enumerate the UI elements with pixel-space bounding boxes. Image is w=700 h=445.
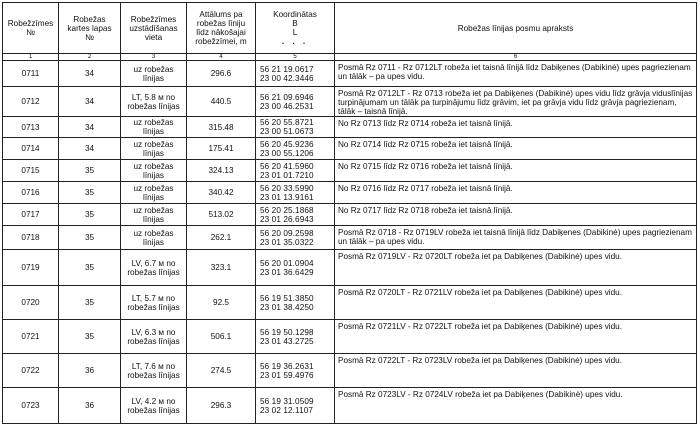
header-coordinates-title: Koordinātas <box>273 10 317 19</box>
coordinate-l: 23 01 13.9161 <box>260 192 314 202</box>
header-install-place: Robežzīmes uzstādīšanas vieta <box>121 3 187 54</box>
description-cell: No Rz 0717 līdz Rz 0718 robeža iet taisnā līnijā. <box>335 204 697 226</box>
install-place-cell: LT, 7.6 м no robežas līnijas <box>121 354 187 388</box>
coordinates-cell <box>256 117 335 138</box>
description-cell: Posmā Rz 0712LT - Rz 0713 robeža iet pa Dabiķenes (Dabikinė) upes vidu līdz grāvja viduslīnijas turpinājumam un tālāk pa turpinājumu līdz grāvim, iet pa grāvja vidu līdz grāvja pagriezienam, tālāk – taisnā līnijā. <box>335 87 697 117</box>
coordinate-l: 23 01 38.4250 <box>260 302 314 312</box>
sheet-cell: 35 <box>59 182 121 204</box>
header-coordinates-dots: . . . <box>281 37 309 46</box>
coordinate-l: 23 00 42.3446 <box>260 73 314 83</box>
marker-id-cell: 0723 <box>3 388 59 424</box>
marker-id-cell: 0716 <box>3 182 59 204</box>
description-cell: Posmā Rz 0718 - Rz 0719LV robeža iet taisnā līnijā līdz Dabiķenes (Dabikinė) upes pagriezienam un tālāk – pa upes vidu. <box>335 226 697 250</box>
column-number: 5 <box>256 54 335 61</box>
install-place-cell: uz robežas līnijas <box>121 226 187 250</box>
marker-id-cell: 0721 <box>3 320 59 354</box>
table-row <box>3 250 697 286</box>
sheet-cell: 34 <box>59 138 121 160</box>
coordinate-b: 56 20 41.5960 <box>260 161 314 171</box>
header-row <box>3 3 697 54</box>
coordinates-cell <box>256 286 335 320</box>
description-cell: Posmā Rz 0719LV - Rz 0720LT robeža iet pa Dabiķenes (Dabikinė) upes vidu. <box>335 250 697 286</box>
coordinates-cell <box>256 320 335 354</box>
distance-cell: 175.41 <box>187 138 256 160</box>
coordinate-b: 56 20 33.5990 <box>260 183 314 193</box>
install-place-cell: LT, 5.7 м no robežas līnijas <box>121 286 187 320</box>
header-description: Robežas līnijas posmu apraksts <box>335 3 697 54</box>
distance-cell: 506.1 <box>187 320 256 354</box>
coordinate-b: 56 21 09.6946 <box>260 92 314 102</box>
distance-cell: 323.1 <box>187 250 256 286</box>
distance-cell: 274.5 <box>187 354 256 388</box>
install-place-cell: uz robežas līnijas <box>121 204 187 226</box>
marker-id-cell: 0718 <box>3 226 59 250</box>
table-row <box>3 138 697 160</box>
distance-cell: 340.42 <box>187 182 256 204</box>
table-row <box>3 286 697 320</box>
coordinate-l: 23 01 59.4976 <box>260 370 314 380</box>
install-place-cell: LV, 6.3 м no robežas līnijas <box>121 320 187 354</box>
install-place-cell: uz robežas līnijas <box>121 182 187 204</box>
header-sheet-no: Robežas kartes lapas № <box>59 3 121 54</box>
sheet-cell: 35 <box>59 160 121 182</box>
distance-cell: 92.5 <box>187 286 256 320</box>
coordinates-cell <box>256 226 335 250</box>
column-number: 6 <box>335 54 697 61</box>
coordinate-l: 23 01 35.0322 <box>260 237 314 247</box>
distance-cell: 440.5 <box>187 87 256 117</box>
table-row <box>3 61 697 87</box>
table-row <box>3 160 697 182</box>
sheet-cell: 36 <box>59 354 121 388</box>
sheet-cell: 34 <box>59 117 121 138</box>
coordinate-l: 23 01 43.2725 <box>260 336 314 346</box>
install-place-cell: uz robežas līnijas <box>121 160 187 182</box>
column-number: 1 <box>3 54 59 61</box>
install-place-cell: LV, 6.7 м no robežas līnijas <box>121 250 187 286</box>
table-row <box>3 204 697 226</box>
table-row <box>3 117 697 138</box>
sheet-cell: 35 <box>59 286 121 320</box>
sheet-cell: 35 <box>59 320 121 354</box>
install-place-cell: uz robežas līnijas <box>121 117 187 138</box>
marker-id-cell: 0713 <box>3 117 59 138</box>
boundary-table <box>2 2 697 424</box>
sheet-cell: 36 <box>59 388 121 424</box>
marker-id-cell: 0711 <box>3 61 59 87</box>
column-number: 2 <box>59 54 121 61</box>
sheet-cell: 34 <box>59 61 121 87</box>
coordinates-cell <box>256 87 335 117</box>
column-number: 3 <box>121 54 187 61</box>
install-place-cell: uz robežas līnijas <box>121 61 187 87</box>
sheet-cell: 35 <box>59 204 121 226</box>
table-row <box>3 354 697 388</box>
coordinates-cell <box>256 250 335 286</box>
coordinate-b: 56 20 45.9236 <box>260 139 314 149</box>
distance-cell: 296.3 <box>187 388 256 424</box>
coordinate-b: 56 19 31.0509 <box>260 396 314 406</box>
description-cell: Posmā Rz 0721LV - Rz 0722LT robeža iet pa Dabiķenes (Dabikinė) upes vidu. <box>335 320 697 354</box>
table-row <box>3 226 697 250</box>
coordinate-b: 56 20 25.1868 <box>260 205 314 215</box>
coordinates-cell <box>256 160 335 182</box>
install-place-cell: LV, 4.2 м no robežas līnijas <box>121 388 187 424</box>
header-marker-no: Robežzīmes № <box>3 3 59 54</box>
distance-cell: 296.6 <box>187 61 256 87</box>
coordinate-l: 23 00 51.0673 <box>260 127 314 136</box>
header-distance: Attālums pa robežas līniju līdz nākošajai robežzīmei, m <box>187 3 256 54</box>
install-place-cell: LT, 5.8 м no robežas līnijas <box>121 87 187 117</box>
distance-cell: 324.13 <box>187 160 256 182</box>
coordinate-b: 56 19 50.1298 <box>260 327 314 337</box>
marker-id-cell: 0720 <box>3 286 59 320</box>
marker-id-cell: 0719 <box>3 250 59 286</box>
coordinate-b: 56 20 09.2598 <box>260 228 314 238</box>
description-cell: Posmā Rz 0711 - Rz 0712LT robeža iet taisnā līnijā līdz Dabiķenes (Dabikinė) upes pagriezienam un tālāk – pa upes vidu. <box>335 61 697 87</box>
distance-cell: 262.1 <box>187 226 256 250</box>
coordinate-l: 23 00 46.2531 <box>260 101 314 111</box>
install-place-cell: uz robežas līnijas <box>121 138 187 160</box>
marker-id-cell: 0714 <box>3 138 59 160</box>
coordinate-b: 56 20 55.8721 <box>260 118 314 127</box>
sheet-cell: 35 <box>59 250 121 286</box>
coordinate-b: 56 21 19.0617 <box>260 64 314 74</box>
table-row <box>3 388 697 424</box>
coordinate-l: 23 02 12.1107 <box>260 405 314 415</box>
marker-id-cell: 0715 <box>3 160 59 182</box>
header-coordinates <box>256 3 335 54</box>
marker-id-cell: 0712 <box>3 87 59 117</box>
coordinates-cell <box>256 204 335 226</box>
marker-id-cell: 0717 <box>3 204 59 226</box>
description-cell: No Rz 0715 līdz Rz 0716 robeža iet taisnā līnijā. <box>335 160 697 182</box>
coordinates-cell <box>256 61 335 87</box>
header-coordinates-l: L <box>292 28 298 37</box>
description-cell: Posmā Rz 0722LT - Rz 0723LV robeža iet pa Dabiķenes (Dabikinė) upes vidu. <box>335 354 697 388</box>
coordinates-cell <box>256 182 335 204</box>
description-cell: Posmā Rz 0723LV - Rz 0724LV robeža iet pa Dabiķenes (Dabikinė) upes vidu. <box>335 388 697 424</box>
header-coordinates-b: B <box>292 19 298 28</box>
description-cell: Posmā Rz 0720LT - Rz 0721LV robeža iet pa Dabiķenes (Dabikinė) upes vidu. <box>335 286 697 320</box>
sheet-cell: 34 <box>59 87 121 117</box>
distance-cell: 315.48 <box>187 117 256 138</box>
column-number: 4 <box>187 54 256 61</box>
table-row <box>3 320 697 354</box>
coordinates-cell <box>256 138 335 160</box>
column-number-row <box>3 54 697 61</box>
sheet-cell: 35 <box>59 226 121 250</box>
distance-cell: 513.02 <box>187 204 256 226</box>
coordinate-b: 56 19 51.3850 <box>260 293 314 303</box>
coordinate-l: 23 01 36.6429 <box>260 267 314 277</box>
table-row <box>3 182 697 204</box>
description-cell: No Rz 0713 līdz Rz 0714 robeža iet taisnā līnijā. <box>335 117 697 138</box>
coordinate-l: 23 00 55.1206 <box>260 148 314 158</box>
description-cell: No Rz 0716 līdz Rz 0717 robeža iet taisnā līnijā. <box>335 182 697 204</box>
coordinate-b: 56 20 01.0904 <box>260 258 314 268</box>
table-row <box>3 87 697 117</box>
description-cell: No Rz 0714 līdz Rz 0715 robeža iet taisnā līnijā. <box>335 138 697 160</box>
marker-id-cell: 0722 <box>3 354 59 388</box>
coordinate-b: 56 19 36.2631 <box>260 361 314 371</box>
coordinates-cell <box>256 388 335 424</box>
coordinates-cell <box>256 354 335 388</box>
coordinate-l: 23 01 01.7210 <box>260 170 314 180</box>
coordinate-l: 23 01 26.6943 <box>260 214 314 224</box>
